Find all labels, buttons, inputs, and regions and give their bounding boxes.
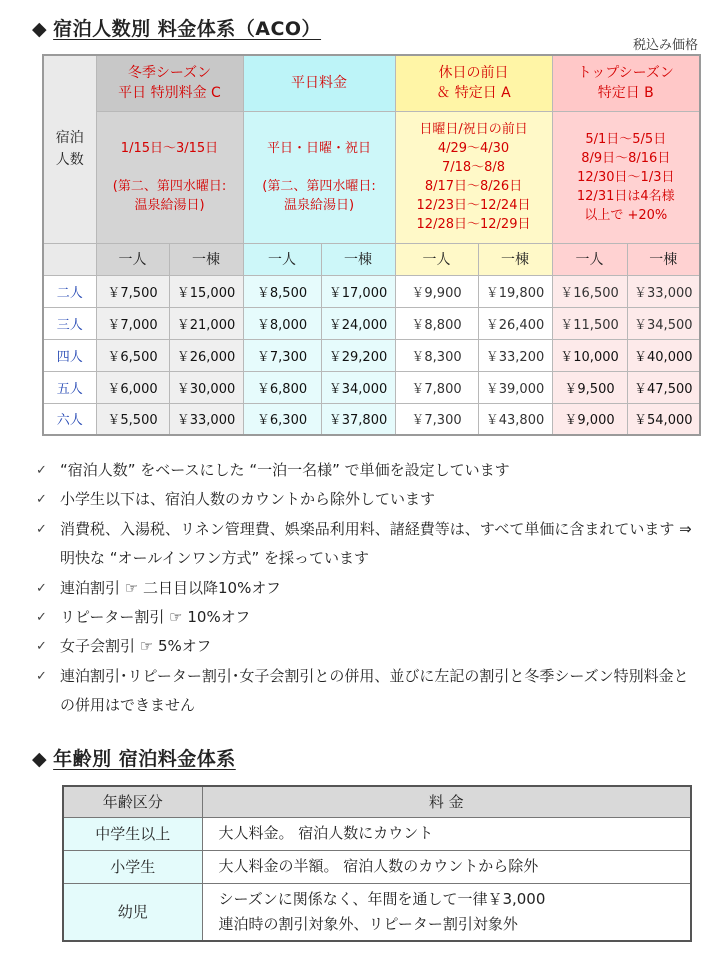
price-per-person: ￥8,000 xyxy=(243,307,321,339)
price-per-person: ￥7,500 xyxy=(96,275,169,307)
age-category: 幼児 xyxy=(63,883,202,941)
price-per-house: ￥29,200 xyxy=(321,339,395,371)
sub-header-per-house: 一棟 xyxy=(478,243,552,275)
row-label-people: 六人 xyxy=(43,403,96,435)
sub-header-per-person: 一人 xyxy=(243,243,321,275)
age-fee-desc: シーズンに関係なく、年間を通して一律￥3,000 連泊時の割引対象外、リピーター割引対象外 xyxy=(202,883,691,941)
age-header-fee: 料 金 xyxy=(202,786,691,817)
price-per-person: ￥9,900 xyxy=(395,275,478,307)
price-per-person: ￥16,500 xyxy=(552,275,627,307)
age-fee-desc: 大人料金の半額。 宿泊人数のカウントから除外 xyxy=(202,850,691,883)
price-row xyxy=(43,339,700,371)
row-label-people: 五人 xyxy=(43,371,96,403)
price-per-person: ￥10,000 xyxy=(552,339,627,371)
sub-header-per-person: 一人 xyxy=(96,243,169,275)
price-per-house: ￥30,000 xyxy=(169,371,243,403)
price-per-house: ￥47,500 xyxy=(627,371,700,403)
note-item: ✓ “宿泊人数” をベースにした “一泊一名様” で単価を設定しています xyxy=(36,456,696,485)
sub-header-per-house: 一棟 xyxy=(321,243,395,275)
check-icon: ✓ xyxy=(36,580,47,596)
price-per-house: ￥33,000 xyxy=(169,403,243,435)
price-per-person: ￥8,300 xyxy=(395,339,478,371)
price-per-house: ￥33,000 xyxy=(627,275,700,307)
tax-note: 税込み価格 xyxy=(632,38,698,53)
price-per-person: ￥7,300 xyxy=(395,403,478,435)
diamond-icon: ◆ xyxy=(32,748,48,770)
season-header-weekday: 平日料金 xyxy=(243,55,395,111)
price-per-house: ￥43,800 xyxy=(478,403,552,435)
price-per-person: ￥9,500 xyxy=(552,371,627,403)
season-header-holiday-eve: 休日の前日 ＆ 特定日 A xyxy=(395,55,552,111)
price-per-house: ￥40,000 xyxy=(627,339,700,371)
note-item: ✓ 女子会割引 ☞ 5%オフ xyxy=(36,632,696,661)
price-per-house: ￥54,000 xyxy=(627,403,700,435)
price-per-house: ￥34,000 xyxy=(321,371,395,403)
price-per-house: ￥26,400 xyxy=(478,307,552,339)
price-per-house: ￥33,200 xyxy=(478,339,552,371)
price-per-person: ￥5,500 xyxy=(96,403,169,435)
price-per-person: ￥6,800 xyxy=(243,371,321,403)
sub-header-per-person: 一人 xyxy=(552,243,627,275)
diamond-icon: ◆ xyxy=(32,18,48,40)
age-category: 中学生以上 xyxy=(63,817,202,850)
section-title-age: ◆ 年齢別 宿泊料金体系 xyxy=(32,748,236,770)
price-per-house: ￥34,500 xyxy=(627,307,700,339)
note-item: ✓ 消費税、入湯税、リネン管理費、娯楽品利用料、諸経費等は、すべて単価に含まれています ⇒ 明快な “オールインワン方式” を採っています xyxy=(36,515,696,574)
price-per-person: ￥8,500 xyxy=(243,275,321,307)
season-header-winter: 冬季シーズン 平日 特別料金 C xyxy=(96,55,243,111)
price-per-house: ￥37,800 xyxy=(321,403,395,435)
price-per-person: ￥7,800 xyxy=(395,371,478,403)
season-dates-top: 5/1日～5/5日 8/9日～8/16日 12/30日～1/3日 12/31日は4名様 以上で +20% xyxy=(552,111,700,243)
price-row xyxy=(43,275,700,307)
check-icon: ✓ xyxy=(36,668,47,684)
season-dates-holiday-eve: 日曜日/祝日の前日 4/29～4/30 7/18～8/8 8/17日～8/26日 12/23日～12/24日 12/28日～12/29日 xyxy=(395,111,552,243)
price-per-person: ￥6,300 xyxy=(243,403,321,435)
check-icon: ✓ xyxy=(36,492,47,508)
season-dates-weekday: 平日・日曜・祝日 (第二、第四水曜日: 温泉給湯日) xyxy=(243,111,395,243)
price-per-house: ￥15,000 xyxy=(169,275,243,307)
sub-header-per-person: 一人 xyxy=(395,243,478,275)
price-per-house: ￥17,000 xyxy=(321,275,395,307)
price-per-house: ￥39,000 xyxy=(478,371,552,403)
sub-header-per-house: 一棟 xyxy=(169,243,243,275)
age-fee-desc: 大人料金。 宿泊人数にカウント xyxy=(202,817,691,850)
row-label-people: 三人 xyxy=(43,307,96,339)
price-row xyxy=(43,307,700,339)
check-icon: ✓ xyxy=(36,521,47,537)
check-icon: ✓ xyxy=(36,639,47,655)
sub-header-blank xyxy=(43,243,96,275)
price-per-person: ￥6,000 xyxy=(96,371,169,403)
price-table xyxy=(42,54,701,436)
price-row xyxy=(43,371,700,403)
row-label-people: 四人 xyxy=(43,339,96,371)
price-per-person: ￥7,000 xyxy=(96,307,169,339)
season-dates-winter: 1/15日～3/15日 (第二、第四水曜日: 温泉給湯日) xyxy=(96,111,243,243)
price-per-house: ￥26,000 xyxy=(169,339,243,371)
notes-list xyxy=(36,456,696,721)
note-item: ✓ 連泊割引･リピーター割引･女子会割引との併用、並びに左記の割引と冬季シーズン特別料金との併用はできません xyxy=(36,662,696,721)
price-per-person: ￥8,800 xyxy=(395,307,478,339)
price-per-person: ￥7,300 xyxy=(243,339,321,371)
note-item: ✓ 連泊割引 ☞ 二日目以降10%オフ xyxy=(36,574,696,603)
season-header-top: トップシーズン 特定日 B xyxy=(552,55,700,111)
check-icon: ✓ xyxy=(36,463,47,478)
price-per-house: ￥21,000 xyxy=(169,307,243,339)
age-header-category: 年齢区分 xyxy=(63,786,202,817)
price-per-person: ￥11,500 xyxy=(552,307,627,339)
row-label-people: 二人 xyxy=(43,275,96,307)
note-item: ✓ 小学生以下は、宿泊人数のカウントから除外しています xyxy=(36,485,696,514)
price-per-person: ￥6,500 xyxy=(96,339,169,371)
age-category: 小学生 xyxy=(63,850,202,883)
price-row xyxy=(43,403,700,435)
price-per-person: ￥9,000 xyxy=(552,403,627,435)
price-per-house: ￥19,800 xyxy=(478,275,552,307)
sub-header-per-house: 一棟 xyxy=(627,243,700,275)
check-icon: ✓ xyxy=(36,610,47,626)
section-title-pricing: ◆ 宿泊人数別 料金体系（ACO） xyxy=(32,18,322,40)
note-item: ✓ リピーター割引 ☞ 10%オフ xyxy=(36,603,696,632)
price-per-house: ￥24,000 xyxy=(321,307,395,339)
age-table xyxy=(62,785,692,942)
stay-count-header: 宿泊 人数 xyxy=(43,55,96,243)
